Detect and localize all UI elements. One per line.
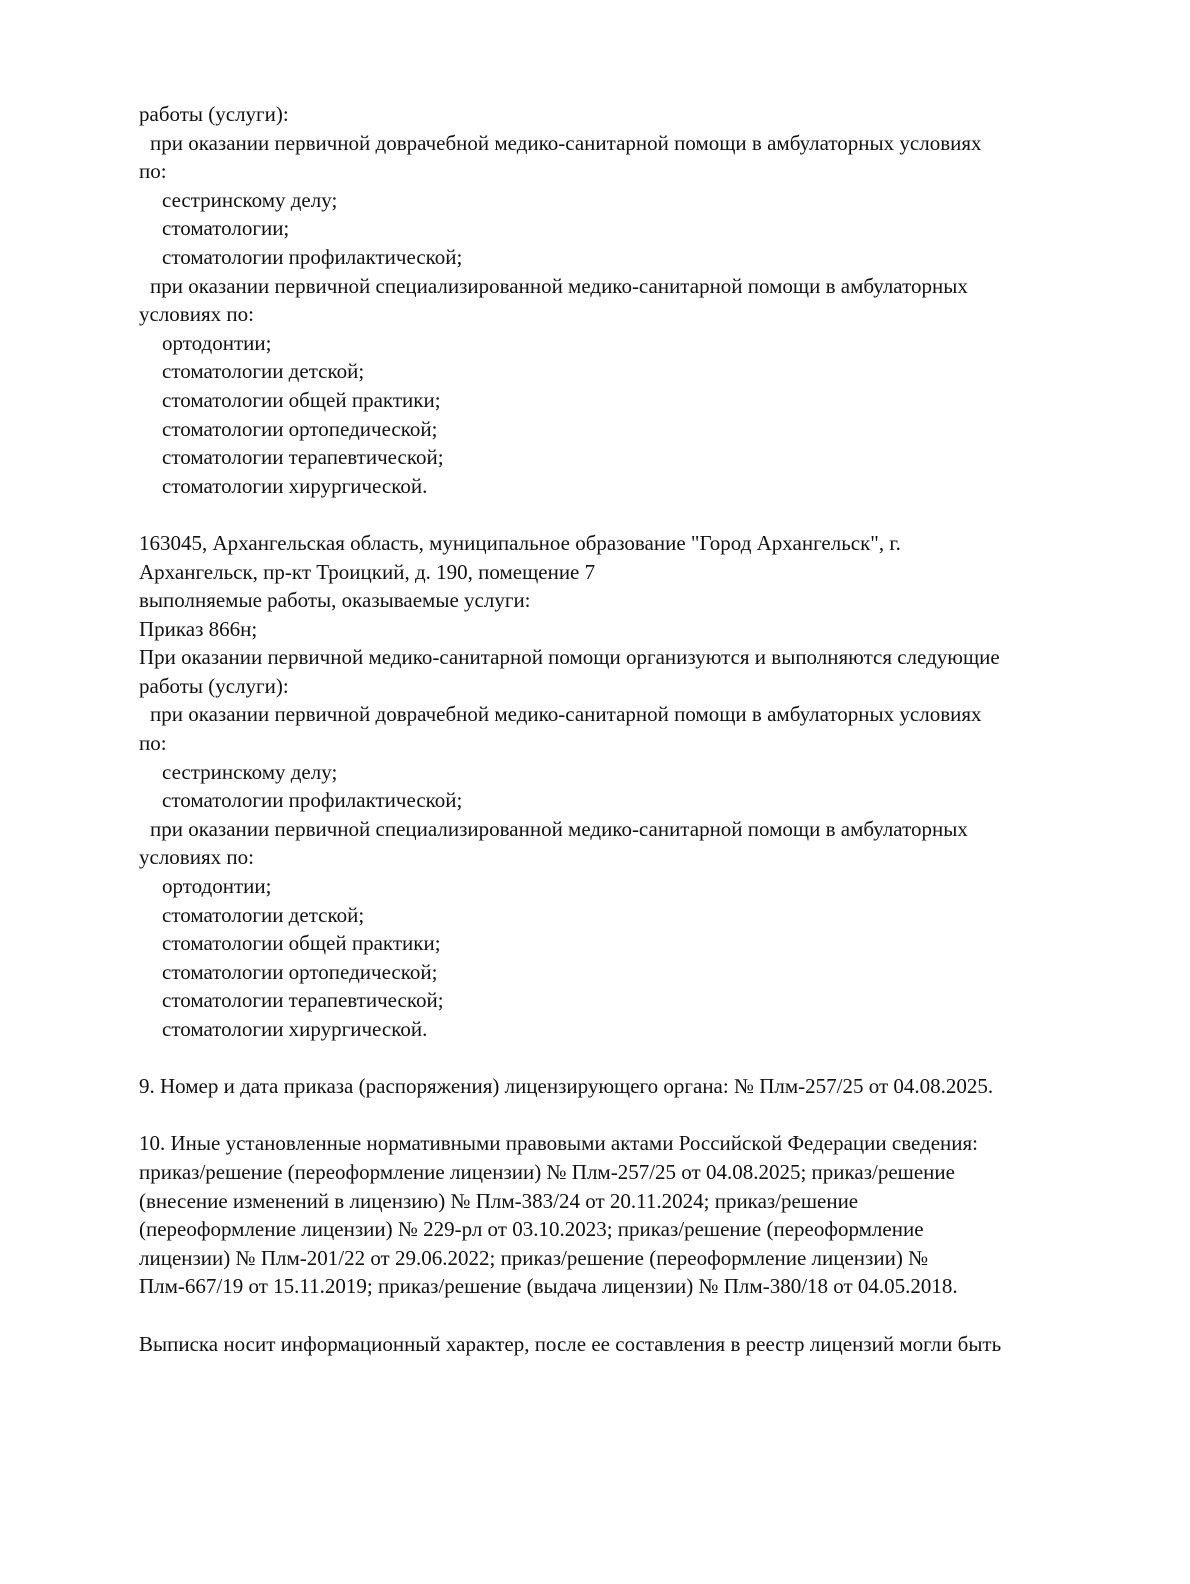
text-line: по: [139,159,167,184]
text-line: при оказании первичной доврачебной медико-санитарной помощи в амбулаторных условиях [150,702,982,727]
list-item: ортодонтии; [162,874,272,899]
services-block-2 [139,529,1129,1044]
spacer [139,1101,1129,1130]
text-line: 10. Иные установленные нормативными правовыми актами Российской Федерации сведения: [139,1131,979,1156]
spacer [139,500,1129,529]
list-item: стоматологии профилактической; [162,244,463,269]
list-item: стоматологии; [162,216,290,241]
services-block-1 [139,100,1129,500]
address-line: Архангельск, пр-кт Троицкий, д. 190, помещение 7 [139,559,596,584]
text-line: работы (услуги): [139,673,289,698]
document-page [139,100,1129,1358]
text-line: по: [139,731,167,756]
text-line: при оказании первичной доврачебной медико-санитарной помощи в амбулаторных условиях [150,130,982,155]
text-line: работы (услуги): [139,102,289,126]
spacer [139,1044,1129,1073]
list-item: сестринскому делу; [162,759,338,784]
list-item: стоматологии хирургической. [162,473,428,498]
list-item: стоматологии терапевтической; [162,445,444,470]
list-item: стоматологии терапевтической; [162,988,444,1013]
list-item: стоматологии общей практики; [162,931,441,956]
section-10 [139,1129,1129,1301]
list-item: стоматологии ортопедической; [162,416,438,441]
list-item: стоматологии профилактической; [162,788,463,813]
text-line: условиях по: [139,302,254,327]
text-line: при оказании первичной специализированной медико-санитарной помощи в амбулаторных [150,816,968,841]
list-item: ортодонтии; [162,330,272,355]
text-line: выполняемые работы, оказываемые услуги: [139,588,531,613]
spacer [139,1301,1129,1330]
text-line: (переоформление лицензии) № 229-рл от 03.10.2023; приказ/решение (переоформление [139,1217,924,1242]
text-line: (внесение изменений в лицензию) № Плм-383/24 от 20.11.2024; приказ/решение [139,1188,859,1213]
section-9: 9. Номер и дата приказа (распоряжения) лицензирующего органа: № Плм-257/25 от 04.08.2025. [139,1074,994,1099]
list-item: сестринскому делу; [162,187,338,212]
text-line: При оказании первичной медико-санитарной помощи организуются и выполняются следующие [139,645,1000,670]
text-line: условиях по: [139,845,254,870]
list-item: стоматологии общей практики; [162,387,441,412]
text-line: при оказании первичной специализированной медико-санитарной помощи в амбулаторных [150,273,968,298]
list-item: стоматологии детской; [162,902,365,927]
text-line: приказ/решение (переоформление лицензии) № Плм-257/25 от 04.08.2025; приказ/решение [139,1159,955,1184]
text-line: Плм-667/19 от 15.11.2019; приказ/решение (выдача лицензии) № Плм-380/18 от 04.05.2018. [139,1274,958,1299]
text-line: лицензии) № Плм-201/22 от 29.06.2022; приказ/решение (переоформление лицензии) № [139,1245,929,1270]
list-item: стоматологии детской; [162,359,365,384]
list-item: стоматологии хирургической. [162,1017,428,1041]
list-item: стоматологии ортопедической; [162,959,438,984]
disclaimer: Выписка носит информационный характер, после ее составления в реестр лицензий могли быть [139,1331,1002,1356]
text-line: Приказ 866н; [139,616,258,641]
address-line: 163045, Архангельская область, муниципальное образование "Город Архангельск", г. [139,530,901,555]
